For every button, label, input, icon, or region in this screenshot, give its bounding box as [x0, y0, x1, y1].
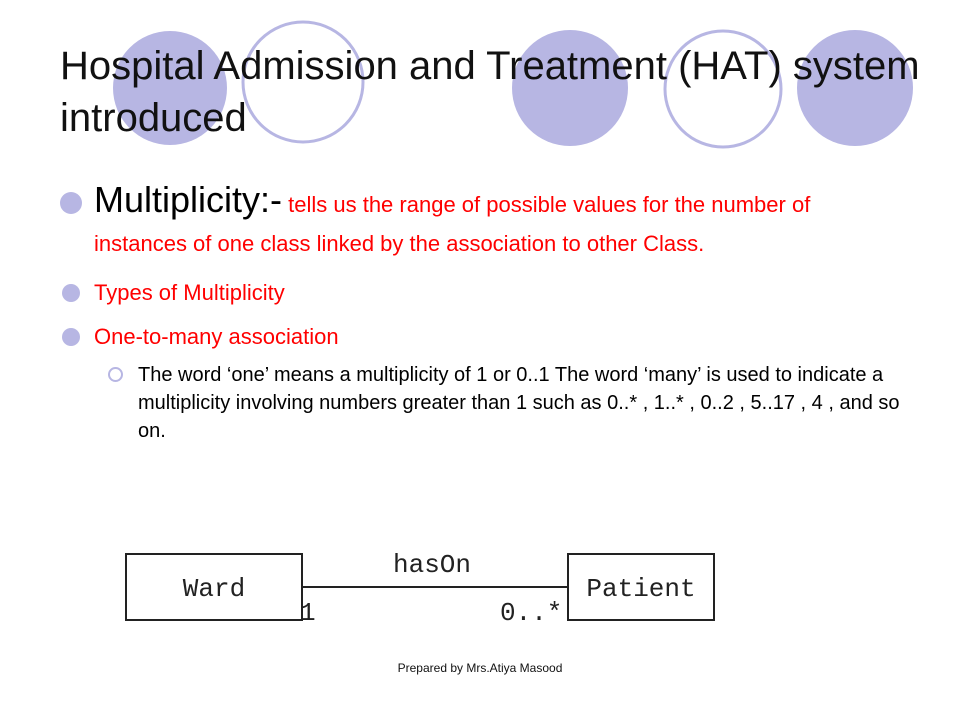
multiplicity-lead: Multiplicity:-: [94, 179, 283, 220]
multiplicity-description: tells us the range of possible values for the number of instances of one class linked by the association to other Class.: [94, 192, 811, 256]
multiplicity-left: 1: [300, 598, 316, 628]
sub-bullet-text: The word ‘one’ means a multiplicity of 1 or 0..1 The word ‘many’ is used to indicate a multiplicity involving numbers greater than 1 such as 0..* , 1..* , 0..2 , 5..17 , 4 , and so on.: [138, 364, 900, 442]
footer-credit: Prepared by Mrs.Atiya Masood: [397, 661, 563, 675]
class-name-ward: Ward: [182, 574, 246, 604]
bullet-types: [60, 279, 900, 307]
bullet-dot-icon: [60, 192, 82, 214]
bullet-multiplicity: [60, 180, 900, 263]
one-to-many-label: One-to-many association: [94, 324, 339, 349]
sub-bullet-ring-icon: [108, 367, 123, 382]
sub-bullet-explanation: [60, 361, 900, 445]
multiplicity-right: 0..*: [500, 598, 563, 628]
bullet-dot-icon: [62, 328, 80, 346]
uml-association-diagram: [120, 540, 730, 640]
bullet-one-to-many: [60, 323, 900, 351]
bullet-dot-icon: [62, 284, 80, 302]
association-label: hasOn: [392, 550, 472, 580]
slide-content: [60, 180, 900, 445]
slide-title: Hospital Admission and Treatment (HAT) system introduced: [60, 44, 920, 140]
class-name-patient: Patient: [586, 574, 696, 604]
types-of-multiplicity: Types of Multiplicity: [94, 280, 285, 305]
